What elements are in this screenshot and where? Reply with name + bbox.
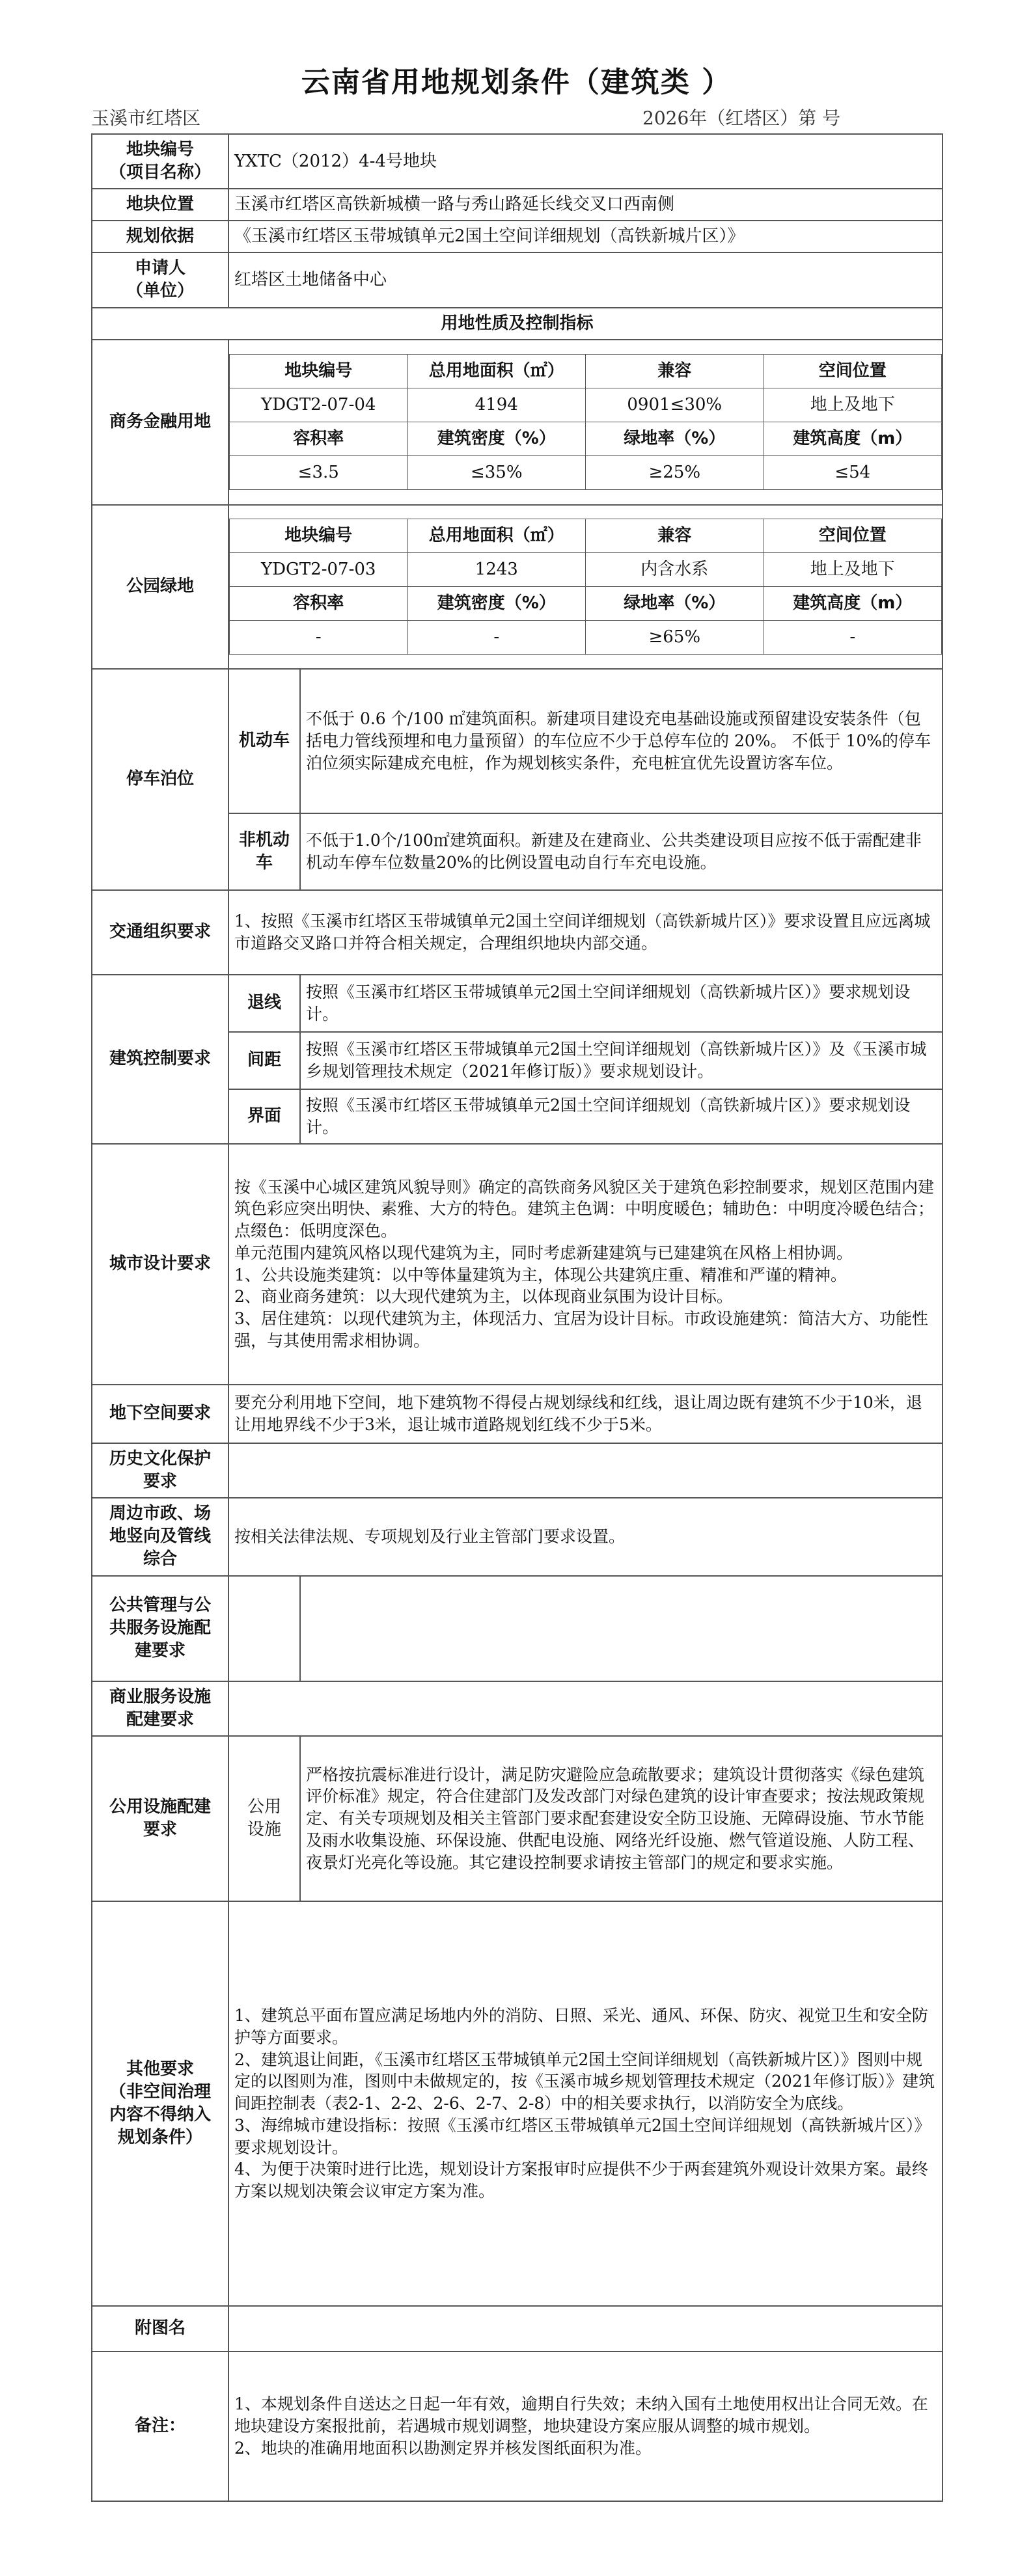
utilities-text: 严格按抗震标准进行设计，满足防灾避险应急疏散要求；建筑设计贯彻落实《绿色建筑评价标准》规定，符合住建部门及发改部门对绿色建筑的设计审查要求；按法规政策规定、有关专项规划及相关主管部门要求配套建设安全防卫设施、无障碍设施、节水节能及雨水收集设施、环保设施、供配电设施、网络光纤设施、燃气管道设施、人防工程、夜景灯光亮化等设施。其它建设控制要求请按主管部门的规定和要求实施。 (300, 1736, 943, 1901)
urban-design-line: 1、公共设施类建筑：以中等体量建筑为主，体现公共建筑庄重、精准和严谨的精神。 (234, 1265, 847, 1284)
attachments-text (228, 2306, 943, 2352)
district-label: 玉溪市红塔区 (91, 107, 201, 129)
value-cell: ≥65% (586, 621, 764, 655)
header-cell: 容积率 (230, 587, 408, 621)
other-line: 2、建筑退让间距，《玉溪市红塔区玉带城镇单元2国土空间详细规划（高铁新城片区）》图则中规定的以图则为准，图则中未做规定的，按《玉溪市城乡规划管理技术规定（2021年修订版）》建筑间距控制表（表2-1、2-2、2-6、2-7、2-8）中的相关要求执行，以消防安全为底线。 (234, 2050, 935, 2113)
surrounding-text: 按相关法律法规、专项规划及行业主管部门要求设置。 (228, 1498, 943, 1576)
nonmotor-text: 不低于1.0个/100㎡建筑面积。新建及在建商业、公共类建设项目应按不低于需配建非机动车停车位数量20%的比例设置电动自行车充电设施。 (300, 813, 943, 890)
motor-label: 机动车 (228, 669, 300, 813)
row-applicant (92, 252, 943, 307)
location-value: 玉溪市红塔区高铁新城横一路与秀山路延长线交叉口西南侧 (228, 189, 943, 221)
header-cell: 地块编号 (230, 519, 408, 552)
other-line: 4、为便于决策时进行比选，规划设计方案报审时应提供不少于两套建筑外观设计效果方案。最终方案以规划决策会议审定方案为准。 (234, 2160, 928, 2201)
public-service-label: 公共管理与公 共服务设施配 建要求 (92, 1576, 228, 1681)
basis-value: 《玉溪市红塔区玉带城镇单元2国土空间详细规划（高铁新城片区）》 (228, 221, 943, 252)
traffic-text: 1、按照《玉溪市红塔区玉带城镇单元2国土空间详细规划（高铁新城片区）》要求设置且应远离城市道路交叉路口并符合相关规定，合理组织地块内部交通。 (228, 890, 943, 975)
remarks-line: 2、地块的准确用地面积以勘测定界并核发图纸面积为准。 (234, 2438, 652, 2458)
other-line: 1、建筑总平面布置应满足场地内外的消防、日照、采光、通风、环保、防灾、视觉卫生和安全防护等方面要求。 (234, 2006, 928, 2047)
park-label: 公园绿地 (92, 505, 228, 669)
motor-text: 不低于 0.6 个/100 ㎡建筑面积。新建项目建设充电基础设施或预留建设安装条件（包括电力管线预埋和电力量预留）的车位应不少于总停车位的 20%。 不低于 10%的停车泊位须实际建成充电桩，作为规划核实条件，充电桩宜优先设置访客车位。 (300, 669, 943, 813)
value-cell: 内含水系 (586, 553, 764, 587)
heritage-text (228, 1443, 943, 1498)
other-label: 其他要求 （非空间治理 内容不得纳入 规划条件） (92, 1901, 228, 2306)
spacing-text: 按照《玉溪市红塔区玉带城镇单元2国土空间详细规划（高铁新城片区）》及《玉溪市城乡规划管理技术规定（2021年修订版）》要求规划设计。 (300, 1032, 943, 1089)
value-cell: 地上及地下 (764, 553, 942, 587)
other-line: 3、海绵城市建设指标：按照《玉溪市红塔区玉带城镇单元2国土空间详细规划（高铁新城片区）》要求规划设计。 (234, 2115, 931, 2157)
row-parcel-no (92, 134, 943, 189)
header-cell: 绿地率（%） (586, 587, 764, 621)
value-cell: ≥25% (586, 456, 764, 490)
value-cell: - (764, 621, 942, 655)
row-heritage (92, 1443, 943, 1498)
parking-label: 停车泊位 (92, 669, 228, 890)
header-cell: 建筑高度（m） (764, 422, 942, 456)
row-underground (92, 1385, 943, 1443)
row-traffic (92, 890, 943, 975)
row-control-title (92, 308, 943, 340)
row-attachments (92, 2306, 943, 2352)
spacing-label: 间距 (228, 1032, 300, 1089)
header-cell: 总用地面积（㎡） (407, 519, 586, 552)
row-park (92, 505, 943, 669)
location-label: 地块位置 (92, 189, 228, 221)
basis-label: 规划依据 (92, 221, 228, 252)
setback-label: 退线 (228, 975, 300, 1032)
nonmotor-label: 非机动车 (228, 813, 300, 890)
building-control-label: 建筑控制要求 (92, 975, 228, 1144)
park-indicators (229, 519, 942, 655)
header-cell: 容积率 (230, 422, 408, 456)
parcel-no-value: YXTC（2012）4-4号地块 (228, 134, 943, 189)
row-setback (92, 975, 943, 1032)
row-surrounding (92, 1498, 943, 1576)
surrounding-label: 周边市政、场 地竖向及管线 综合 (92, 1498, 228, 1576)
row-other (92, 1901, 943, 2306)
control-section-title: 用地性质及控制指标 (92, 308, 943, 340)
value-cell: ≤3.5 (230, 456, 408, 490)
urban-design-line: 按《玉溪中心城区建筑风貌导则》确定的高铁商务风貌区关于建筑色彩控制要求，规划区范围内建筑色彩应突出明快、素雅、大方的特色。建筑主色调：中明度暖色；辅助色：中明度冷暖色结合；点缀色：低明度深色。 (234, 1177, 935, 1241)
interface-label: 界面 (228, 1089, 300, 1144)
urban-design-line: 单元范围内建筑风格以现代建筑为主，同时考虑新建建筑与已建建筑在风格上相协调。 (234, 1243, 853, 1262)
heritage-label: 历史文化保护 要求 (92, 1443, 228, 1498)
commercial-label: 商务金融用地 (92, 340, 228, 505)
row-basis (92, 221, 943, 252)
attachments-label: 附图名 (92, 2306, 228, 2352)
interface-text: 按照《玉溪市红塔区玉带城镇单元2国土空间详细规划（高铁新城片区）》要求规划设计。 (300, 1089, 943, 1144)
applicant-label: 申请人 （单位） (92, 252, 228, 307)
row-public-service (92, 1576, 943, 1681)
row-location (92, 189, 943, 221)
header-cell: 空间位置 (764, 354, 942, 388)
remarks-label: 备注： (92, 2352, 228, 2501)
value-cell: - (230, 621, 408, 655)
page-title: 云南省用地规划条件（建筑类 ） (301, 66, 732, 99)
value-cell: - (407, 621, 586, 655)
traffic-label: 交通组织要求 (92, 890, 228, 975)
header-cell: 兼容 (586, 519, 764, 552)
header-cell: 总用地面积（㎡） (407, 354, 586, 388)
underground-text: 要充分利用地下空间，地下建筑物不得侵占规划绿线和红线，退让周边既有建筑不少于10米，退让用地界线不少于3米，退让城市道路规划红线不少于5米。 (228, 1385, 943, 1443)
document-number: 2026年（红塔区）第 号 (642, 107, 841, 129)
row-remarks (92, 2352, 943, 2501)
public-service-text (300, 1576, 943, 1681)
urban-design-label: 城市设计要求 (92, 1144, 228, 1385)
value-cell: YDGT2-07-03 (230, 553, 408, 587)
public-service-sub (228, 1576, 300, 1681)
row-commercial (92, 340, 943, 505)
value-cell: 0901≤30% (586, 388, 764, 422)
value-cell: ≤54 (764, 456, 942, 490)
header-cell: 建筑高度（m） (764, 587, 942, 621)
commercial-service-text (228, 1681, 943, 1736)
row-commercial-service (92, 1681, 943, 1736)
value-cell: ≤35% (407, 456, 586, 490)
value-cell: YDGT2-07-04 (230, 388, 408, 422)
commercial-indicators (229, 354, 942, 490)
value-cell: 地上及地下 (764, 388, 942, 422)
row-urban-design (92, 1144, 943, 1385)
header-cell: 兼容 (586, 354, 764, 388)
underground-label: 地下空间要求 (92, 1385, 228, 1443)
remarks-line: 1、本规划条件自送达之日起一年有效，逾期自行失效；未纳入国有土地使用权出让合同无效。在地块建设方案报批前，若遇城市规划调整，地块建设方案应服从调整的城市规划。 (234, 2394, 928, 2436)
urban-design-line: 2、商业商务建筑：以大现代建筑为主，以体现商业氛围为设计目标。 (234, 1287, 733, 1307)
utilities-sub: 公用 设施 (228, 1736, 300, 1901)
value-cell: 1243 (407, 553, 586, 587)
setback-text: 按照《玉溪市红塔区玉带城镇单元2国土空间详细规划（高铁新城片区）》要求规划设计。 (300, 975, 943, 1032)
utilities-label: 公用设施配建 要求 (92, 1736, 228, 1901)
header-cell: 绿地率（%） (586, 422, 764, 456)
commercial-service-label: 商业服务设施 配建要求 (92, 1681, 228, 1736)
value-cell: 4194 (407, 388, 586, 422)
applicant-value: 红塔区土地储备中心 (228, 252, 943, 307)
header-cell: 建筑密度（%） (407, 587, 586, 621)
header-cell: 地块编号 (230, 354, 408, 388)
parcel-no-label: 地块编号 （项目名称） (92, 134, 228, 189)
row-parking-motor (92, 669, 943, 813)
row-utilities (92, 1736, 943, 1901)
urban-design-line: 3、居住建筑：以现代建筑为主，体现活力、宜居为设计目标。市政设施建筑：简洁大方、功能性强，与其使用需求相协调。 (234, 1309, 928, 1350)
planning-conditions-table (91, 133, 943, 2502)
header-cell: 空间位置 (764, 519, 942, 552)
header-cell: 建筑密度（%） (407, 422, 586, 456)
